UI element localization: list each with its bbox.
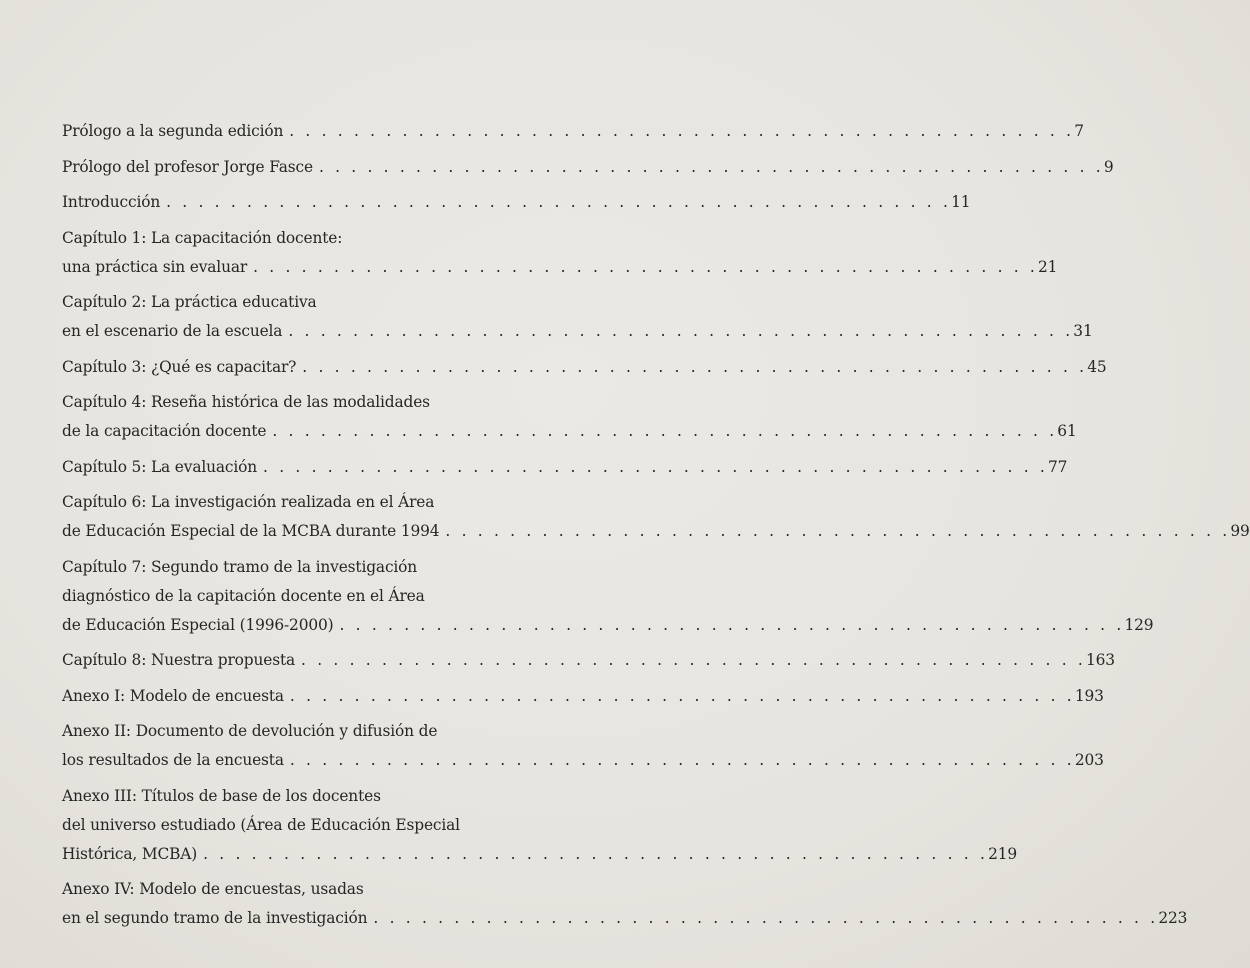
toc-entry-row (62, 517, 1250, 546)
toc-entry-title-line: Anexo I: Modelo de encuesta (62, 686, 284, 705)
toc-page-number: 129 (1124, 615, 1154, 634)
toc-entry (62, 488, 1250, 546)
toc-entry (62, 388, 1077, 446)
toc-entry (62, 682, 1104, 711)
toc-entry-row (62, 904, 1188, 933)
toc-entry-title-line: Anexo III: Títulos de base de los docentes (62, 786, 381, 805)
dot-leader: . . . . . . . . . . . . . . . . . . . . . . . . . . . . . . . . . . . . . . . . . . . . . . . . . (373, 909, 1159, 927)
dot-leader: . . . . . . . . . . . . . . . . . . . . . . . . . . . . . . . . . . . . . . . . . . . . . . . . . (318, 157, 1104, 176)
toc-entry-title-line: los resultados de la encuesta (62, 751, 284, 769)
toc-entry-title-line: Capítulo 3: ¿Qué es capacitar? (62, 357, 297, 376)
toc-entry-title-line: en el segundo tramo de la investigación (62, 909, 368, 927)
toc-entry-row (62, 117, 1084, 146)
table-of-contents (62, 117, 1250, 940)
toc-entry-title-line: de Educación Especial de la MCBA durante 1994 (62, 522, 440, 540)
toc-entry (62, 782, 1018, 869)
toc-entry-row (62, 682, 1104, 711)
toc-page-number: 203 (1074, 751, 1104, 769)
toc-page-number: 163 (1085, 651, 1115, 669)
toc-entry-title-line: de la capacitación docente (62, 422, 267, 440)
toc-entry-title-line: Capítulo 7: Segundo tramo de la investigación (62, 557, 418, 576)
dot-leader: . . . . . . . . . . . . . . . . . . . . . . . . . . . . . . . . . . . . . . . . . . . . . . . . . (289, 751, 1075, 769)
toc-entry (62, 224, 1058, 282)
toc-entry-title-line: Prólogo a la segunda edición (62, 122, 284, 140)
toc-entry-title-line: Histórica, MCBA) (62, 844, 198, 863)
toc-entry (62, 188, 971, 217)
toc-entry-title-line: diagnóstico de la capitación docente en el Área (62, 586, 425, 605)
toc-entry (62, 875, 1188, 933)
toc-entry (62, 288, 1093, 346)
toc-entry-title-line: del universo estudiado (Área de Educación Especial (62, 815, 460, 834)
dot-leader: . . . . . . . . . . . . . . . . . . . . . . . . . . . . . . . . . . . . . . . . . . . . . . . . . (445, 522, 1231, 540)
toc-entry-title-line: en el escenario de la escuela (62, 322, 283, 340)
toc-page-number: 7 (1074, 122, 1084, 140)
toc-entry-row (62, 453, 1068, 482)
toc-entry (62, 717, 1104, 775)
dot-leader: . . . . . . . . . . . . . . . . . . . . . . . . . . . . . . . . . . . . . . . . . . . . . . . . . (288, 322, 1074, 340)
toc-entry-row (62, 646, 1115, 675)
dot-leader: . . . . . . . . . . . . . . . . . . . . . . . . . . . . . . . . . . . . . . . . . . . . . . . . . (272, 422, 1058, 440)
toc-page-number: 99 (1230, 522, 1250, 540)
toc-entry-title-line: Prólogo del profesor Jorge Fasce (62, 157, 313, 176)
toc-entry-row (62, 611, 1154, 640)
toc-entry-title-line: Anexo IV: Modelo de encuestas, usadas (62, 880, 364, 898)
dot-leader: . . . . . . . . . . . . . . . . . . . . . . . . . . . . . . . . . . . . . . . . . . . . . . . . . (289, 122, 1075, 140)
toc-page-number: 193 (1074, 686, 1104, 705)
dot-leader: . . . . . . . . . . . . . . . . . . . . . . . . . . . . . . . . . . . . . . . . . . . . . . . . . (289, 686, 1075, 705)
dot-leader: . . . . . . . . . . . . . . . . . . . . . . . . . . . . . . . . . . . . . . . . . . . . . . . . . (339, 615, 1125, 634)
toc-entry (62, 553, 1154, 640)
toc-entry-row (62, 253, 1058, 282)
toc-page-number: 61 (1057, 422, 1077, 440)
toc-entry (62, 646, 1115, 675)
toc-page-number: 9 (1103, 157, 1114, 176)
toc-entry-row (62, 417, 1077, 446)
toc-entry-title-line: una práctica sin evaluar (62, 257, 248, 276)
toc-entry-title-line: Capítulo 4: Reseña histórica de las modalidades (62, 393, 430, 411)
toc-entry-row (62, 317, 1093, 346)
toc-entry (62, 117, 1084, 146)
toc-entry-row (62, 746, 1104, 775)
toc-page-number: 45 (1087, 357, 1107, 376)
toc-entry (62, 153, 1114, 182)
toc-page-number: 31 (1073, 322, 1093, 340)
toc-entry-row (62, 840, 1018, 869)
dot-leader: . . . . . . . . . . . . . . . . . . . . . . . . . . . . . . . . . . . . . . . . . . . . . . . . . (203, 844, 989, 863)
toc-entry (62, 453, 1068, 482)
toc-entry (62, 353, 1107, 382)
toc-entry-title-line: de Educación Especial (1996-2000) (62, 615, 334, 634)
toc-entry-row (62, 353, 1107, 382)
dot-leader: . . . . . . . . . . . . . . . . . . . . . . . . . . . . . . . . . . . . . . . . . . . . . . . . . (263, 457, 1048, 476)
toc-page-number: 219 (988, 844, 1018, 863)
toc-entry-title-line: Anexo II: Documento de devolución y difusión de (62, 722, 438, 740)
toc-entry-title-line: Capítulo 1: La capacitación docente: (62, 228, 343, 247)
toc-entry-title-line: Capítulo 8: Nuestra propuesta (62, 651, 296, 669)
toc-page-number: 21 (1038, 257, 1058, 276)
dot-leader: . . . . . . . . . . . . . . . . . . . . . . . . . . . . . . . . . . . . . . . . . . . . . . . . . (253, 257, 1039, 276)
toc-page-number: 223 (1158, 909, 1188, 927)
toc-page-number: 11 (951, 193, 971, 211)
dot-leader: . . . . . . . . . . . . . . . . . . . . . . . . . . . . . . . . . . . . . . . . . . . . . . . . . (166, 193, 952, 211)
toc-entry-title-line: Introducción (62, 193, 161, 211)
toc-entry-title-line: Capítulo 5: La evaluación (62, 457, 258, 476)
dot-leader: . . . . . . . . . . . . . . . . . . . . . . . . . . . . . . . . . . . . . . . . . . . . . . . . . (302, 357, 1088, 376)
dot-leader: . . . . . . . . . . . . . . . . . . . . . . . . . . . . . . . . . . . . . . . . . . . . . . . . . (301, 651, 1086, 669)
toc-entry-title-line: Capítulo 6: La investigación realizada en el Área (62, 493, 435, 511)
toc-entry-row (62, 153, 1114, 182)
toc-entry-title-line: Capítulo 2: La práctica educativa (62, 293, 317, 311)
toc-entry-row (62, 188, 971, 217)
toc-page-number: 77 (1047, 457, 1068, 476)
